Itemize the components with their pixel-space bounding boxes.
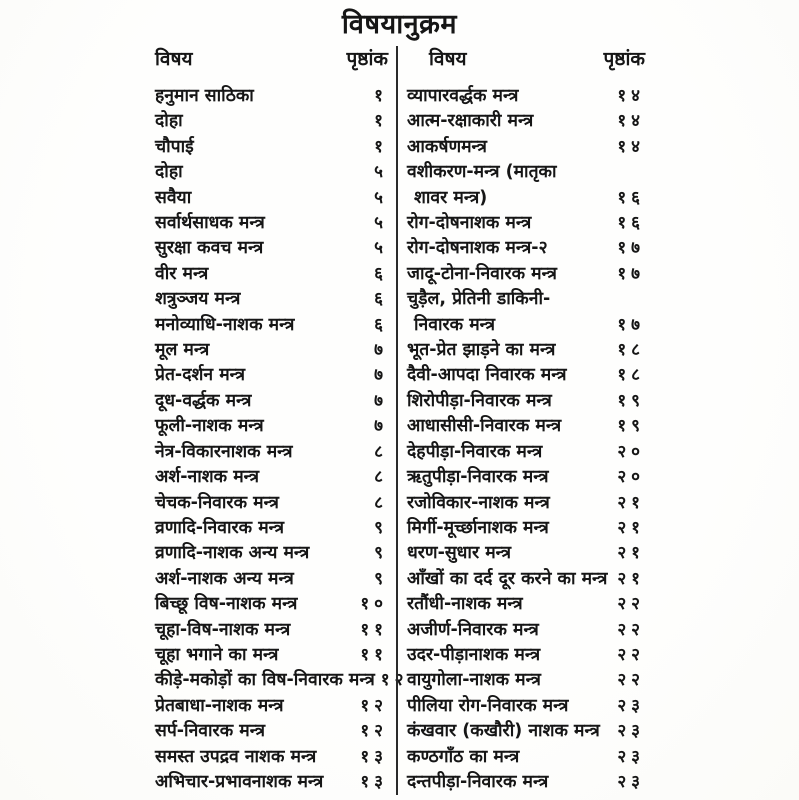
toc-entry [407,236,645,261]
toc-entry [407,414,645,439]
toc-entry [407,109,645,134]
toc-entry-title [155,567,294,592]
toc-entry-page: २० [617,467,645,488]
toc-entry-page: ६ [374,289,388,310]
toc-entry-title [155,414,264,439]
toc-entry [407,363,645,388]
toc-entry-page: ५ [374,162,388,183]
toc-entry [407,491,645,516]
toc-entry [407,618,645,643]
toc-entry-title [407,719,600,744]
toc-entry-page: २१ [617,543,645,564]
toc-entry-title [407,211,531,236]
toc-entry-title-line: दूध-वर्द्धक मन्त्र [155,390,252,411]
toc-entry-title-line: अभिचार-प्रभावनाशक मन्त्र [155,771,324,792]
toc-entry-page: ९ [374,543,388,564]
toc-entry-page: २० [617,441,645,462]
toc-entry-title-line: आत्म-रक्षाकारी मन्त्र [407,111,534,132]
toc-entry [155,160,388,185]
toc-entry-page: १७ [617,263,645,284]
toc-entry [407,567,645,592]
toc-entry [407,84,645,109]
toc-entry-title-line: धरण-सुधार मन्त्र [407,543,512,564]
toc-entry-title [407,516,549,541]
toc-entry [155,135,388,160]
toc-entry [407,287,645,338]
toc-entry-page: ५ [374,187,388,208]
toc-entry [155,414,388,439]
toc-entry-title [407,668,541,693]
column-header-left [155,46,388,72]
toc-entry-page: २३ [617,721,645,742]
toc-entry-title-line: प्रेत-दर्शन मन्त्र [155,365,246,386]
toc-entry [155,236,388,261]
toc-entry [155,109,388,134]
toc-entry-title [155,109,183,134]
toc-entry-title-line: सवैया [155,187,192,208]
toc-entry-title-line: रजोविकार-नाशक मन्त्र [407,492,550,513]
toc-entry [155,618,388,643]
toc-entry-title-line: चेचक-निवारक मन्त्र [155,492,279,513]
toc-entry-title [155,770,323,795]
toc-entry-title-line: व्रणादि-नाशक अन्य मन्त्र [155,543,310,564]
toc-entry-title-continuation: शावर मन्त्र) [414,187,488,208]
toc-entry-title [407,135,487,160]
toc-entry-title [155,516,284,541]
toc-entry-page: ११ [360,644,388,665]
toc-entry [155,287,388,312]
toc-entry-title [155,618,290,643]
toc-entry [407,643,645,668]
toc-entry-title [155,313,294,338]
toc-entry-title-line: सर्प-निवारक मन्त्र [155,721,266,742]
toc-entry-title [407,236,548,261]
toc-entry-title-line: वशीकरण-मन्त्र (मातृका [407,162,557,183]
toc-entry-title-line: दोहा [155,111,183,132]
toc-entry-page: १८ [617,365,645,386]
toc-entry-page: ७ [374,340,388,361]
toc-entry [155,541,388,566]
toc-entry-page: १९ [617,390,645,411]
toc-entry-page: २१ [617,568,645,589]
toc-entry-page: १७ [617,314,645,335]
toc-entry-title-line: सर्वार्थसाधक मन्त्र [155,213,265,234]
toc-entry-title-line: कण्ठगाँठ का मन्त्र [407,746,520,767]
column-header-right [407,46,645,72]
toc-entry-title-line: मनोव्याधि-नाशक मन्त्र [155,314,295,335]
toc-entry-page: ५ [374,238,388,259]
toc-entry [155,440,388,465]
toc-entry-page: २३ [617,771,645,792]
toc-entry [155,745,388,770]
toc-entry [155,338,388,363]
toc-entry-title-line: कंखवार (कखौरी) नाशक मन्त्र [407,721,600,742]
toc-entry [155,643,388,668]
toc-entry-page: १२ [380,670,409,691]
toc-entry-title-line: चौपाई [155,136,194,157]
toc-entry-title-line: दन्तपीड़ा-निवारक मन्त्र [407,771,549,792]
toc-entry-title [155,287,240,312]
toc-entry-title [407,389,552,414]
toc-columns [155,46,660,795]
toc-entry-page: १९ [617,416,645,437]
toc-entry [155,84,388,109]
toc-entry-page: ७ [374,416,388,437]
toc-entry-title-line: आँखों का दर्द दूर करने का मन्त्र [407,568,608,589]
toc-entry-title [155,541,309,566]
toc-entry [407,338,645,363]
toc-entry-title [155,643,278,668]
toc-entry-title-line: रतौंधी-नाशक मन्त्र [407,594,523,615]
toc-entry-page: १३ [360,771,388,792]
toc-entry-page: १० [360,594,388,615]
toc-entry-title-line: आकर्षणमन्त्र [407,136,487,157]
toc-entry-page: १ [374,111,388,132]
toc-entry [407,592,645,617]
toc-entry-title-line: भूत-प्रेत झाड़ने का मन्त्र [407,340,556,361]
toc-entry-title-line: दोहा [155,162,183,183]
toc-entry-title-line: अर्श-नाशक मन्त्र [155,467,260,488]
toc-entry-title [155,186,191,211]
toc-entry-title [155,694,284,719]
toc-entry [155,389,388,414]
toc-entry [407,211,645,236]
toc-entry-page: १४ [617,136,645,157]
toc-entry-title-line: शत्रुञ्जय मन्त्र [155,289,241,310]
toc-entry-title-line: आधासीसी-निवारक मन्त्र [407,416,562,437]
toc-entry-title [155,211,265,236]
toc-entry [155,465,388,490]
toc-entry-page: ८ [374,492,388,513]
toc-entry [407,719,645,744]
toc-entry [155,313,388,338]
toc-entry-title-line: वीर मन्त्र [155,263,209,284]
toc-entry-title [407,338,555,363]
toc-entry-title-line: चूहा भगाने का मन्त्र [155,644,279,665]
toc-entry-title [407,287,550,338]
toc-entry-title-line: उदर-पीड़ानाशक मन्त्र [407,644,541,665]
toc-entry-title [407,643,540,668]
toc-entry-page: ७ [374,365,388,386]
toc-entry-title-line: सुरक्षा कवच मन्त्र [155,238,264,259]
toc-entry-page: २२ [617,594,645,615]
toc-entry-title-line: चुड़ैल, प्रेतिनी डाकिनी- [407,289,551,310]
toc-entry-page: १६ [617,213,645,234]
toc-entry-title-line: अर्श-नाशक अन्य मन्त्र [155,568,294,589]
toc-entry-title [407,694,568,719]
toc-entry-page: २३ [617,695,645,716]
toc-entry-title [155,236,263,261]
toc-entry-title [407,465,549,490]
toc-entry [407,541,645,566]
toc-entry-page: २१ [617,517,645,538]
toc-entry [407,694,645,719]
toc-entry-title [155,84,254,109]
toc-entry-title [407,491,550,516]
toc-entry-title-line: कीड़े-मकोड़ों का विष-निवारक मन्त्र [155,670,375,691]
toc-entry-page: ७ [374,390,388,411]
toc-entry [155,262,388,287]
toc-entry [407,465,645,490]
page-title: विषयानुक्रम [341,9,458,40]
toc-entry-page: ५ [374,213,388,234]
toc-entry-title [155,491,279,516]
toc-entry-title [407,414,561,439]
toc-entry-title-line: व्रणादि-निवारक मन्त्र [155,517,285,538]
toc-entry-title-line: देहपीड़ा-निवारक मन्त्र [407,441,543,462]
toc-entry-page: १३ [360,746,388,767]
toc-entry [407,262,645,287]
toc-entry-title [155,440,293,465]
page-number-header: पृष्ठांक [346,48,388,70]
toc-entry-title-line: शिरोपीड़ा-निवारक मन्त्र [407,390,552,411]
toc-entry-page: १२ [360,695,388,716]
toc-entry-page: १ [374,86,388,106]
toc-entry-title-line: फूली-नाशक मन्त्र [155,416,264,437]
toc-entry-title [155,338,209,363]
toc-entry [155,491,388,516]
toc-entry-title-line: समस्त उपद्रव नाशक मन्त्र [155,746,317,767]
toc-entry-title [407,84,518,109]
toc-entry-title-line: बिच्छू विष-नाशक मन्त्र [155,594,298,615]
toc-entry-title [155,160,183,185]
toc-entry-title [155,465,259,490]
toc-entry-title [407,745,519,770]
toc-entry-title-line: ऋतुपीड़ा-निवारक मन्त्र [407,467,549,488]
toc-entry [407,135,645,160]
toc-entry-page: २२ [617,670,645,691]
toc-entry [407,770,645,795]
toc-entry-page: १४ [617,111,645,132]
toc-entry-title [155,668,375,693]
toc-entry-page: ८ [374,467,388,488]
toc-entry-page: ६ [374,263,388,284]
toc-entry [155,592,388,617]
toc-entry-title [407,592,523,617]
toc-entry-page: २१ [617,492,645,513]
toc-entry-title [407,567,607,592]
toc-entry-title-line: हनुमान साठिका [155,86,254,106]
toc-entry-page: २२ [617,644,645,665]
toc-rows-right [407,84,645,795]
toc-entry-title [155,363,245,388]
toc-entry-page: २३ [617,746,645,767]
toc-entry-title-line: अजीर्ण-निवारक मन्त्र [407,619,539,640]
toc-entry [407,160,645,211]
toc-entry-page: २२ [617,619,645,640]
toc-entry-title [407,618,539,643]
toc-entry-page: १६ [617,187,645,208]
subject-header: विषय [155,48,193,70]
toc-entry-title-line: प्रेतबाधा-नाशक मन्त्र [155,695,284,716]
toc-entry [155,211,388,236]
toc-entry [155,186,388,211]
toc-entry-title-line: मिर्गी-मूर्च्छानाशक मन्त्र [407,517,549,538]
subject-header: विषय [429,48,467,70]
toc-entry-title-line: पीलिया रोग-निवारक मन्त्र [407,695,569,716]
toc-entry-page: १२ [360,721,388,742]
toc-entry-title-line: चूहा-विष-नाशक मन्त्र [155,619,291,640]
toc-entry [407,745,645,770]
toc-entry [407,516,645,541]
toc-entry [407,389,645,414]
toc-entry-page: १४ [617,86,645,106]
toc-entry-page: ६ [374,314,388,335]
toc-entry-page: ११ [360,619,388,640]
toc-entry-title [407,770,548,795]
toc-entry [407,668,645,693]
toc-entry-page: ९ [374,517,388,538]
toc-entry-page: १ [374,136,388,157]
toc-entry-title [155,389,251,414]
toc-entry-title-line: रोग-दोषनाशक मन्त्र-२ [407,238,548,259]
toc-entry [155,567,388,592]
toc-entry-title [407,262,557,287]
toc-entry [155,516,388,541]
toc-entry [407,440,645,465]
toc-rows-left [155,84,409,795]
toc-entry-title [155,719,265,744]
toc-entry-title-line: जादू-टोना-निवारक मन्त्र [407,263,557,284]
toc-entry-page: ८ [374,441,388,462]
toc-entry-title [155,135,194,160]
toc-entry [155,770,388,795]
toc-entry [155,719,388,744]
toc-entry-title-line: नेत्र-विकारनाशक मन्त्र [155,441,293,462]
toc-entry-page: १८ [617,340,645,361]
toc-entry-title-line: रोग-दोषनाशक मन्त्र [407,213,532,234]
toc-entry-title [407,440,542,465]
toc-entry-title [407,541,511,566]
toc-entry-title-line: मूल मन्त्र [155,340,210,361]
page-number-header: पृष्ठांक [603,48,645,70]
toc-entry-title [155,745,316,770]
toc-entry-page: ९ [374,568,388,589]
toc-entry-title-line: व्यापारवर्द्धक मन्त्र [407,86,519,106]
toc-entry-title [155,262,208,287]
toc-entry [155,668,409,693]
toc-entry-title-line: दैवी-आपदा निवारक मन्त्र [407,365,567,386]
toc-entry [155,363,388,388]
toc-entry-title [155,592,297,617]
toc-entry-title [407,160,557,211]
toc-entry-page: १७ [617,238,645,259]
toc-entry [155,694,388,719]
toc-column-right [396,46,660,795]
toc-entry-title-line: वायुगोला-नाशक मन्त्र [407,670,541,691]
toc-column-left [155,46,409,795]
toc-entry-title [407,363,567,388]
toc-entry-title-continuation: निवारक मन्त्र [414,314,496,335]
toc-entry-title [407,109,533,134]
